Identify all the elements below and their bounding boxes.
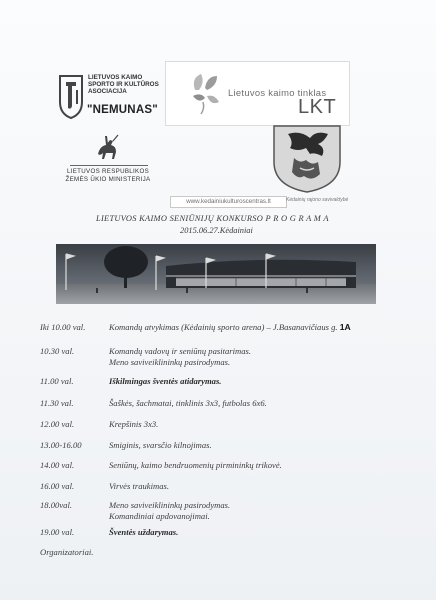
arena-photo [56, 244, 376, 304]
schedule-time: 19.00 val. [40, 527, 75, 537]
schedule-desc-tail: 1A [339, 322, 351, 332]
schedule-desc: Šventės uždarymas. [109, 527, 179, 537]
nemunas-association-text: LIETUVOS KAIMO SPORTO IR KULTŪROS ASOCIACIJA [88, 74, 159, 96]
lkt-abbr: LKT [298, 96, 337, 118]
ministry-divider [70, 165, 148, 166]
leaf-icon [187, 68, 225, 116]
website-link[interactable]: www.kedainiukulturoscentras.lt [170, 196, 287, 208]
schedule-time: Iki 10.00 val. [40, 322, 86, 332]
schedule-desc [109, 346, 409, 368]
schedule-row [40, 376, 420, 400]
schedule-desc [109, 322, 409, 333]
nemunas-logo [56, 72, 168, 124]
schedule-time: 14.00 val. [40, 460, 75, 470]
kedainiai-coat-of-arms-icon [270, 124, 344, 194]
schedule-time: 18.00val. [40, 500, 72, 510]
coat-caption: Kėdainių rajono savivaldybė [286, 197, 349, 203]
schedule-time: 11.30 val. [40, 398, 74, 408]
nemunas-emblem-icon [56, 72, 86, 120]
schedule-desc: Seniūnų, kaimo bendruomenių pirmininkų trikovė. [109, 460, 282, 470]
schedule-desc-line: Meno saviveiklininkų pasirodymas. [109, 500, 231, 510]
schedule-desc: Iškilmingas šventės atidarymas. [109, 376, 222, 386]
schedule-row [40, 322, 420, 346]
schedule-time: 13.00-16.00 [40, 440, 82, 450]
schedule-desc-line: Komandiniai apdovanojimai. [109, 510, 210, 521]
ministry-logo [56, 132, 160, 200]
program-title: LIETUVOS KAIMO SENIŪNIJŲ KONKURSO P R O G R A M A [96, 214, 329, 223]
schedule-time: 16.00 val. [40, 481, 75, 491]
schedule-desc-line: Komandų vadovų ir seniūnų pasitarimas. [109, 346, 252, 356]
schedule-time: 12.00 val. [40, 419, 75, 429]
schedule-desc [109, 500, 409, 522]
schedule-row [40, 346, 420, 370]
nemunas-name: "NEMUNAS" [87, 104, 158, 116]
ministry-line1: LIETUVOS RESPUBLIKOS [67, 168, 149, 175]
ministry-line2: ŽEMĖS ŪKIO MINISTERIJA [65, 176, 151, 183]
schedule-desc-line: Komandų atvykimas (Kėdainių sporto arena) – J.Basanavičiaus g. [109, 322, 338, 332]
schedule-time: 10.30 val. [40, 346, 75, 356]
date-place: 2015.06.27.Kėdainiai [180, 226, 253, 235]
organizers-label: Organizatoriai. [40, 547, 94, 557]
schedule-desc: Smiginis, svarsčio kilnojimas. [109, 440, 212, 450]
schedule-desc-line: Meno saviveiklininkų pasirodymas. [109, 356, 231, 367]
schedule-desc: Krepšinis 3x3. [109, 419, 159, 429]
schedule-row [40, 500, 420, 524]
schedule-row [40, 527, 420, 551]
vytis-horse-icon [92, 132, 122, 162]
schedule-time: 11.00 val. [40, 376, 74, 386]
lkt-name: Lietuvos kaimo tinklas [228, 87, 327, 98]
schedule-desc: Šaškės, šachmatai, tinklinis 3x3, futbolas 6x6. [109, 398, 267, 408]
schedule-desc: Virvės traukimas. [109, 481, 169, 491]
